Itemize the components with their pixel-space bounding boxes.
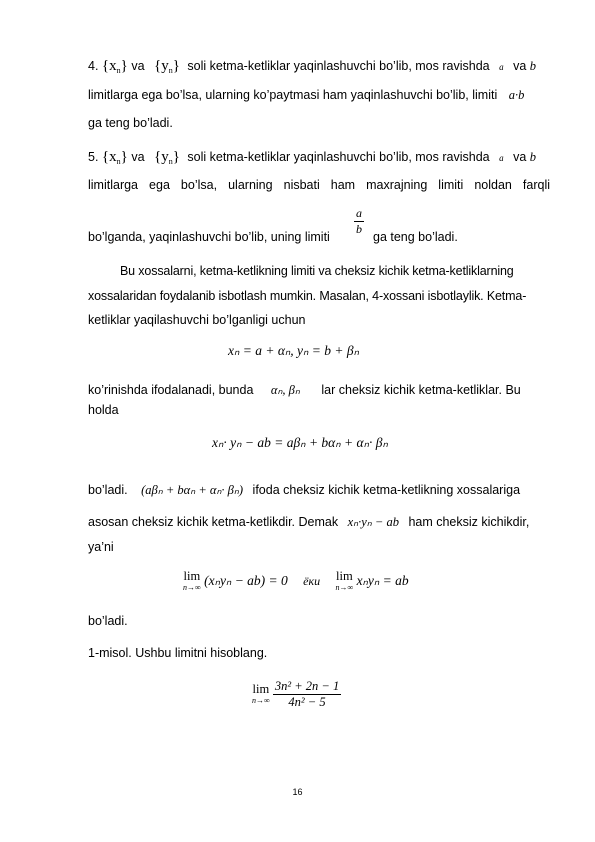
para3-text2a: asosan cheksiz kichik ketma-ketlikdir. Demak [88,515,339,529]
para3-text1a: bo’ladi. [88,483,128,497]
limit-operator: lim n→∞ [183,569,201,592]
item4-line2 [88,88,524,103]
item5-line3 [88,230,330,244]
expression-paren: (aβₙ + bαₙ + αₙ· βₙ) [141,483,244,497]
limit-b: b [529,59,537,73]
para3-text1b: ifoda cheksiz kichik ketma-ketlikning xossalariga [252,483,521,497]
expression-xnyn-ab: xₙ·yₙ − ab [347,515,399,529]
para3-line1 [88,482,520,498]
para-line3 [88,313,306,327]
item5-line2 [88,178,550,192]
item4-number: 4. [88,59,99,73]
item5-text3: bo’lganda, yaqinlashuvchi bo’lib, uning limiti [88,230,330,244]
example-heading [88,646,267,660]
limit-a: a [499,153,504,163]
para-text3: ketliklar yaqilashuvchi bo’lganligi uchun [88,313,306,327]
y-sequence: $\{y_n\}$ [154,58,180,75]
limit-right: xₙyₙ = ab [356,573,409,589]
para2-text1b: lar cheksiz kichik ketma-ketliklar. Bu [321,383,521,397]
para4 [88,614,128,628]
item5-line3-end [373,230,458,244]
para4-text: bo’ladi. [88,614,128,628]
item5-number: 5. [88,150,99,164]
item5-line1 [88,149,536,166]
limit-b: b [529,150,537,164]
conj-va: va [513,59,527,73]
item4-line3 [88,116,173,130]
item4-text: soli ketma-ketliklar yaqinlashuvchi bo’lib, mos ravishda [187,59,490,73]
limit-operator: lim n→∞ [252,681,270,705]
example-text: 1-misol. Ushbu limitni hisoblang. [88,646,268,660]
para-line1 [120,264,514,278]
item4-text2: limitlarga ega bo’lsa, ularning ko’paytmasi ham yaqinlashuvchi bo’lib, limiti [88,88,498,102]
equation-product-difference: xₙ· yₙ − ab = aβₙ + bαₙ + αₙ· βₙ [212,435,388,450]
limit-operator: lim n→∞ [335,569,354,592]
equation-limit-product [183,571,409,593]
x-sequence: $\{x_n\}$ [101,58,128,75]
conj-va: va [513,150,527,164]
item4-text3: ga teng bo’ladi. [88,116,173,130]
item5-text2: limitlarga ega bo’lsa, ularning nisbati ham maxrajning limiti noldan farqli [88,178,550,192]
fraction-a-over-b: $\frac{a}{b}$ [356,206,362,236]
para-line2 [88,289,526,303]
para-text2: xossalaridan foydalanib isbotlash mumkin. Masalan, 4-xossani isbotlaylik. Ketma- [88,289,527,303]
limit-a: a [499,62,504,72]
para3-text2b: ham cheksiz kichikdir, [408,515,530,529]
para3-line2 [88,514,529,530]
item5-text3b: ga teng bo’ladi. [373,230,458,244]
para3-text3: ya’ni [88,540,114,554]
y-sequence: $\{y_n\}$ [154,149,180,166]
para2-line2 [88,403,119,417]
para2-text2: holda [88,403,119,417]
limit-left: (xₙyₙ − ab) = 0 [204,573,288,589]
product-ab: a·b [508,88,525,102]
equation-xn-yn: xₙ = a + αₙ, yₙ = b + βₙ [228,343,359,358]
page-number: 16 [292,787,303,797]
conj-va: va [131,150,145,164]
para2-text1a: ko’rinishda ifodalanadi, bunda [88,383,254,397]
fraction: $\frac{\text{3n² + 2n − 1}}{\text{4n² − 5}}$ [274,679,340,709]
para2-line1 [88,382,521,398]
equation-limit-fraction [252,679,341,710]
item5-text: soli ketma-ketliklar yaqinlashuvchi bo’lib, mos ravishda [187,150,490,164]
para3-line3 [88,540,114,554]
item4-line1 [88,58,536,75]
para-text1: Bu xossalarni, ketma-ketlikning limiti va cheksiz kichik ketma-ketliklarning [120,264,514,278]
conj-va: va [131,59,145,73]
word-yoki: ёки [303,574,321,589]
x-sequence: $\{x_n\}$ [101,149,128,166]
alpha-beta-seq: αₙ, βₙ [270,383,300,397]
